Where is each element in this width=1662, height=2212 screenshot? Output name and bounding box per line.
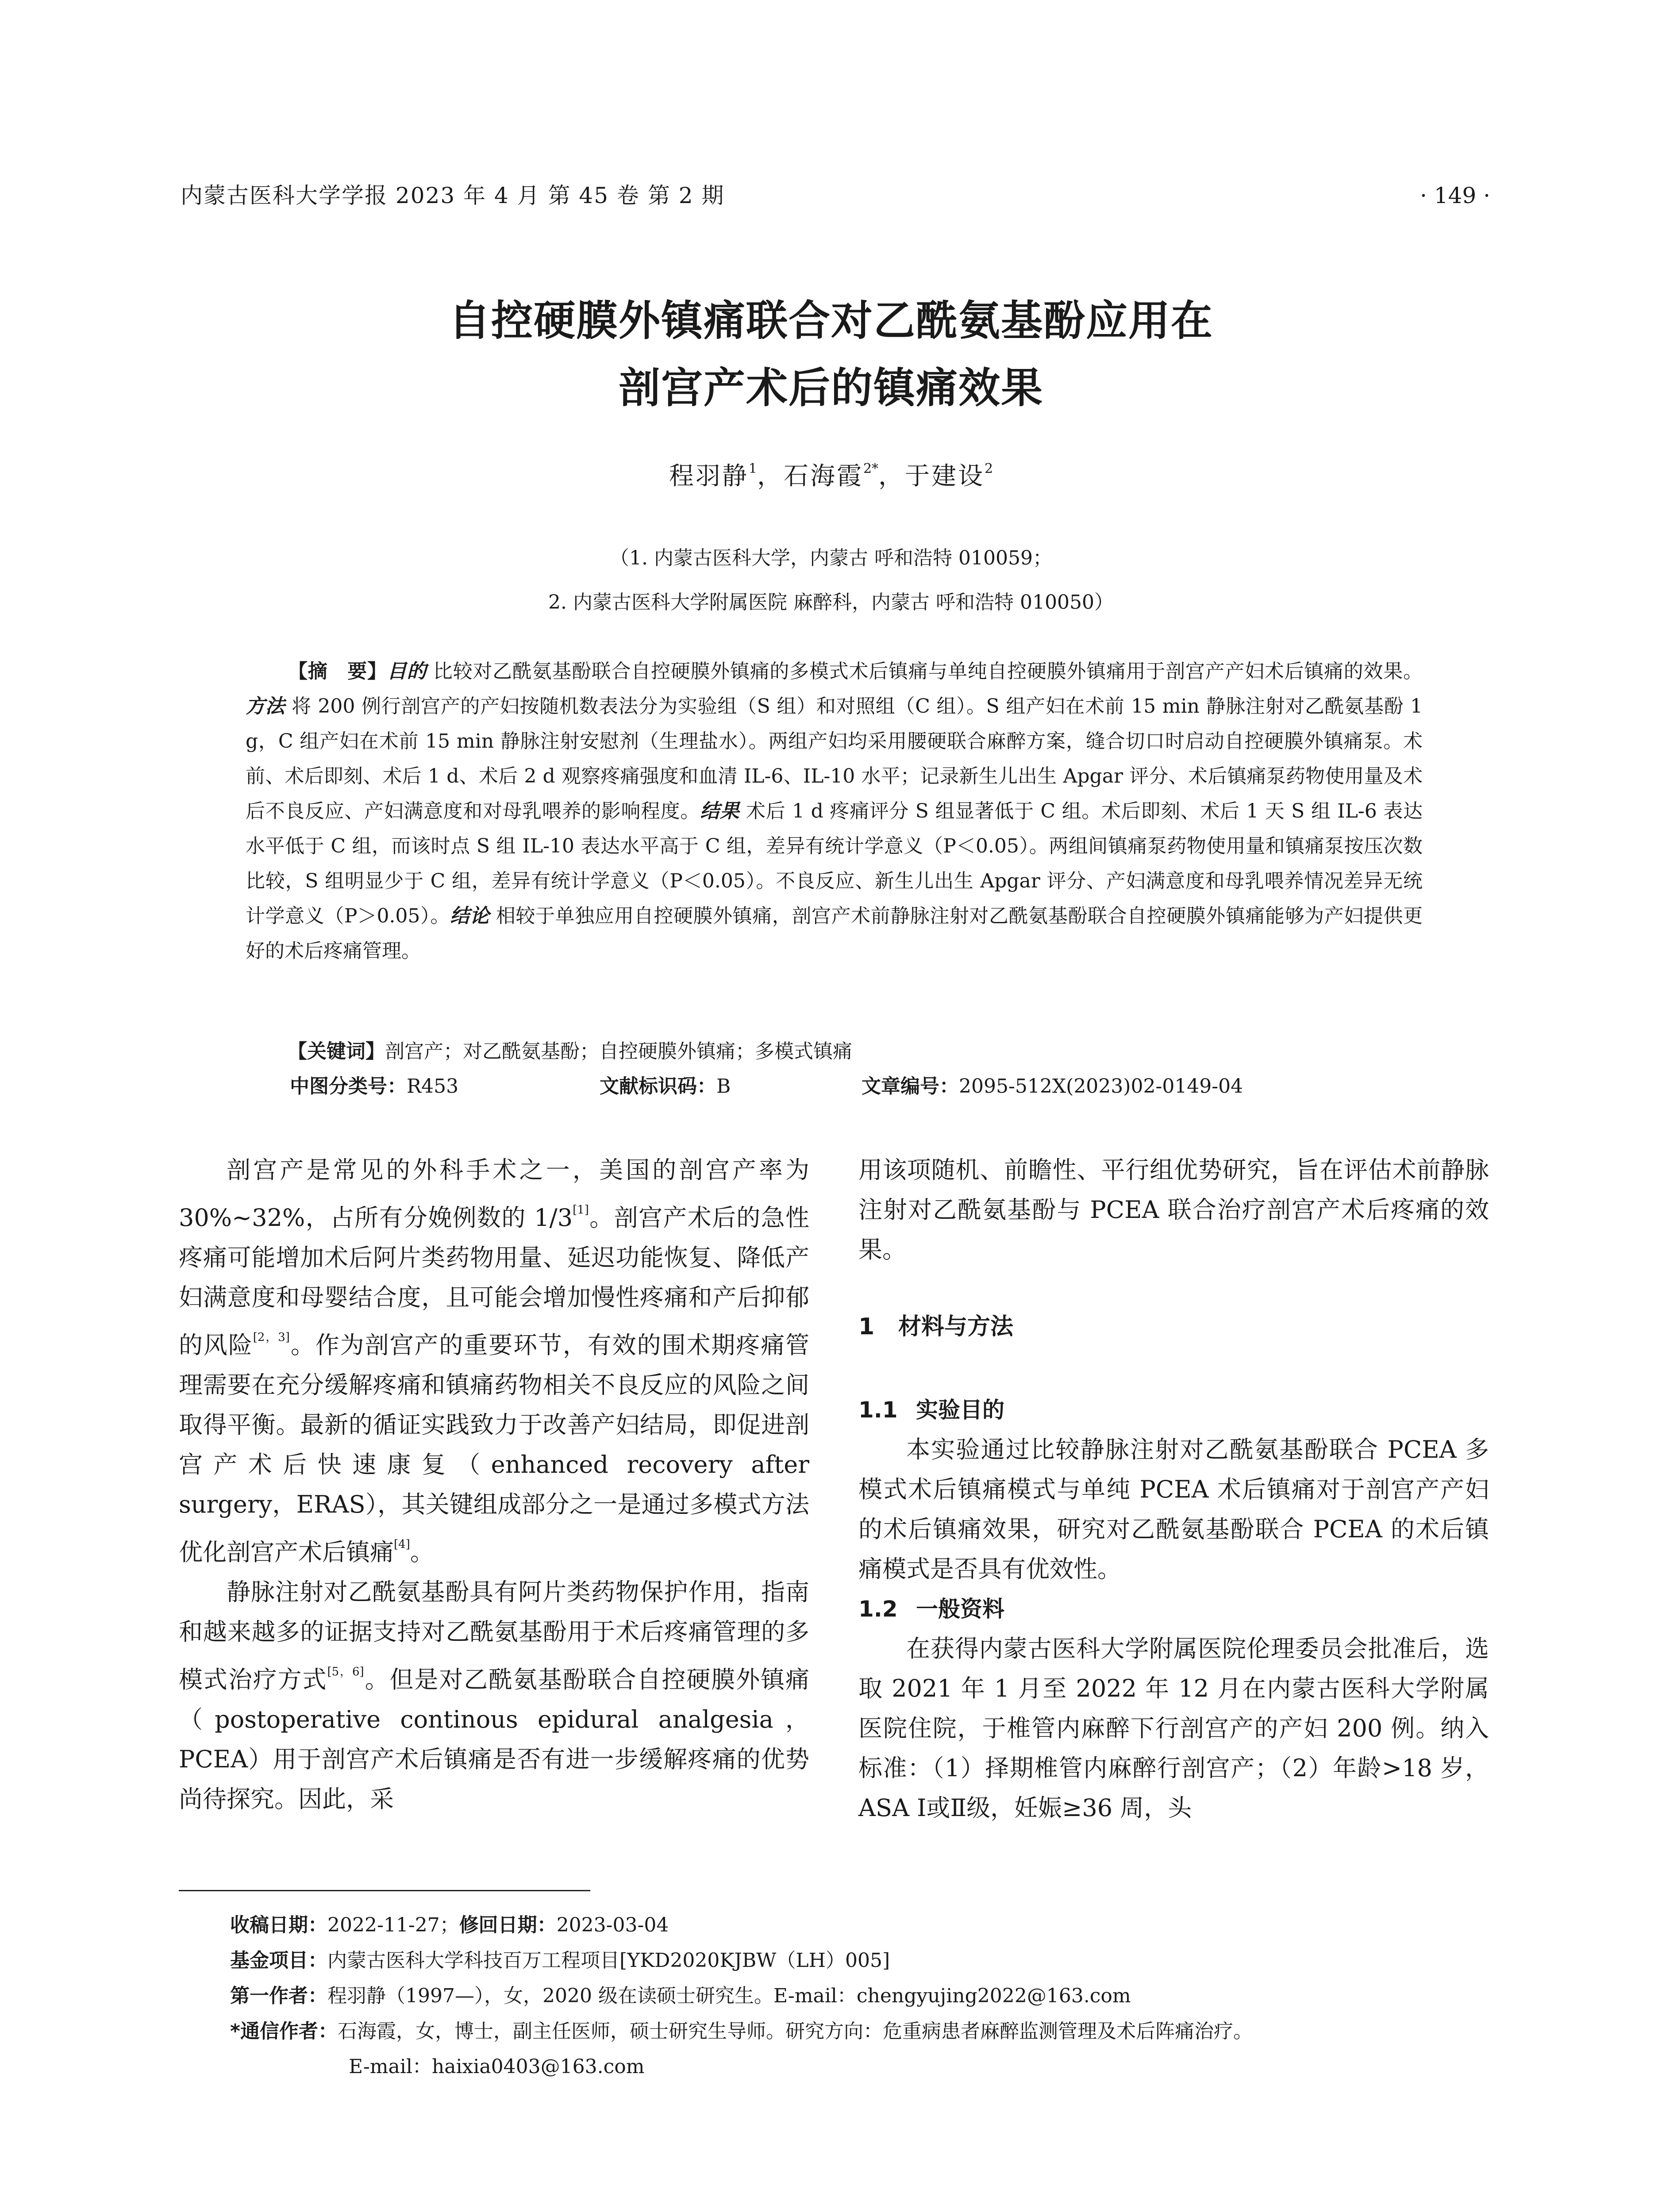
paragraph-text: 。但是对乙酰氨基酚联合自控硬膜外镇痛（postoperative continous epidural analgesia，PCEA）用于剖宫产术后镇痛是否有进一步缓解疼痛的优势尚待探究。因此，采	[179, 1666, 810, 1813]
author-name: 程羽静	[669, 462, 749, 491]
subsection-number: 1.2	[858, 1596, 898, 1622]
results-label: 结果	[700, 800, 740, 822]
conclusion-text: 相较于单独应用自控硬膜外镇痛，剖宫产术前静脉注射对乙酰氨基酚联合自控硬膜外镇痛能够为产妇提供更好的术后疼痛管理。	[246, 905, 1423, 962]
abstract-paragraph	[246, 654, 1423, 968]
body-paragraph	[179, 1150, 809, 1572]
author-separator: ，	[757, 462, 784, 491]
conclusion-label: 结论	[450, 905, 490, 927]
paragraph-text: 。剖宫产术后的急性疼痛可能增加术后阿片类药物用量、延迟功能恢复、降低产妇满意度和母婴结合度，且可能会增加慢性疼痛和产后抑郁的风险	[179, 1204, 809, 1359]
paragraph-text: 静脉注射对乙酰氨基酚具有阿片类药物保护作用，指南和越来越多的证据支持对乙酰氨基酚用于术后疼痛管理的多模式治疗方式	[179, 1578, 809, 1694]
revised-date: 2023-03-04	[556, 1914, 669, 1936]
body-column-right	[858, 1150, 1489, 1828]
author-affiliation-mark: 2*	[863, 461, 879, 476]
subsection-heading	[858, 1390, 1489, 1430]
subsection-title: 一般资料	[916, 1596, 1004, 1622]
corresponding-author-text: 石海霞，女，博士，副主任医师，硕士研究生导师。研究方向：危重病患者麻醉监测管理及术后阵痛治疗。	[338, 2020, 1253, 2043]
objective-text: 比较对乙酰氨基酚联合自控硬膜外镇痛的多模式术后镇痛与单纯自控硬膜外镇痛用于剖宫产产妇术后镇痛的效果。	[433, 660, 1423, 683]
journal-running-title: 内蒙古医科大学学报 2023 年 4 月 第 45 卷 第 2 期	[181, 183, 725, 208]
footnotes	[230, 1908, 1487, 2085]
author-name: 石海霞	[783, 462, 863, 491]
subsection-number: 1.1	[858, 1397, 898, 1423]
fund-label: 基金项目：	[230, 1949, 327, 1972]
author-affiliation-mark: 2	[985, 461, 993, 476]
clc-value: R453	[407, 1075, 459, 1098]
first-author-label: 第一作者：	[230, 1985, 327, 2007]
section-number: 1	[858, 1313, 875, 1340]
keywords-label: 【关键词】	[288, 1040, 385, 1063]
article-number-label: 文章编号：	[862, 1075, 959, 1098]
section-title: 材料与方法	[898, 1313, 1014, 1340]
footnote-divider	[179, 1890, 590, 1891]
author-name: 于建设	[905, 462, 985, 491]
abstract-label: 【摘 要】	[288, 660, 387, 683]
paragraph-text: 剖宫产是常见的外科手术之一，美国的剖宫产率为 30%~32%，占所有分娩例数的 1/3	[179, 1156, 809, 1232]
classification-line	[290, 1069, 1423, 1104]
body-paragraph: 用该项随机、前瞻性、平行组优势研究，旨在评估术前静脉注射对乙酰氨基酚与 PCEA 联合治疗剖宫产术后疼痛的效果。	[858, 1156, 1489, 1263]
corresponding-author-label: *通信作者：	[230, 2020, 338, 2043]
revised-label: 修回日期：	[459, 1914, 557, 1936]
document-code-value: B	[716, 1075, 731, 1098]
objective-label: 目的	[387, 660, 427, 683]
document-code-label: 文献标识码：	[600, 1075, 716, 1098]
corresponding-author-email[interactable]: E-mail：haixia0403@163.com	[349, 2055, 645, 2078]
affiliation-line: 2. 内蒙古医科大学附属医院 麻醉科，内蒙古 呼和浩特 010050）	[548, 591, 1114, 614]
citation[interactable]: [2，3]	[253, 1331, 290, 1344]
subsection-title: 实验目的	[916, 1397, 1004, 1423]
author-list	[177, 447, 1485, 499]
methods-text: 将 200 例行剖宫产的产妇按随机数表法分为实验组（S 组）和对照组（C 组）。S 组产妇在术前 15 min 静脉注射对乙酰氨基酚 1 g，C 组产妇在术前 15 min 静脉注射安慰剂（生理盐水）。两组产妇均采用腰硬联合麻醉方案，缝合切口时启动自控硬膜外镇痛泵。术前、术后即刻、术后 1 d、术后 2 d 观察疼痛强度和血清 IL-6、IL-10 水平；记录新生儿出生 Apgar 评分、术后镇痛泵药物使用量及术后不良反应、产妇满意度和对母乳喂养的影响程度。	[246, 695, 1423, 822]
methods-label: 方法	[246, 695, 285, 718]
received-label: 收稿日期：	[230, 1914, 327, 1936]
body-paragraph: 在获得内蒙古医科大学附属医院伦理委员会批准后，选取 2021 年 1 月至 2022 年 12 月在内蒙古医科大学附属医院住院，于椎管内麻醉下行剖宫产的产妇 200 例。纳入标准：（1）择期椎管内麻醉行剖宫产；（2）年龄>18 岁，ASA Ⅰ或Ⅱ级，妊娠≥36 周，头	[858, 1635, 1489, 1822]
footnote-fund	[230, 1943, 1487, 1978]
author-separator: ，	[878, 462, 905, 491]
clc-label: 中图分类号：	[290, 1075, 407, 1098]
body-paragraph	[179, 1572, 809, 1819]
article-number	[862, 1069, 1243, 1104]
citation[interactable]: [4]	[394, 1538, 410, 1551]
document-code	[600, 1069, 731, 1104]
affiliation-line: （1. 内蒙古医科大学，内蒙古 呼和浩特 010059；	[610, 547, 1052, 569]
abstract	[246, 654, 1423, 968]
citation[interactable]: [1]	[573, 1203, 589, 1217]
article-number-value: 2095-512X(2023)02-0149-04	[959, 1075, 1243, 1098]
section-heading	[858, 1307, 1489, 1347]
footnote-dates	[230, 1908, 1487, 1943]
citation[interactable]: [5，6]	[327, 1665, 364, 1678]
received-date: 2022-11-27；	[327, 1914, 459, 1936]
paragraph-text: 。作为剖宫产的重要环节，有效的围术期疼痛管理需要在充分缓解疼痛和镇痛药物相关不良反应的风险之间取得平衡。最新的循证实践致力于改善产妇结局，即促进剖宫产术后快速康复（enhanced recovery after surgery，ERAS），其关键组成部分之一是通过多模式方法优化剖宫产术后镇痛	[179, 1331, 810, 1566]
footnote-first-author	[230, 1978, 1487, 2014]
first-author-text: 程羽静（1997—），女，2020 级在读硕士研究生。E-mail：chengyujing2022@163.com	[327, 1985, 1131, 2007]
article-title	[177, 288, 1485, 422]
keywords-text: 剖宫产；对乙酰氨基酚；自控硬膜外镇痛；多模式镇痛	[385, 1040, 852, 1063]
clc-number	[290, 1069, 458, 1104]
author-affiliation-mark: 1	[748, 461, 757, 476]
title-line-1: 自控硬膜外镇痛联合对乙酰氨基酚应用在	[448, 297, 1213, 345]
results-text: 术后 1 d 疼痛评分 S 组显著低于 C 组。术后即刻、术后 1 天 S 组 IL-6 表达水平低于 C 组，而该时点 S 组 IL-10 表达水平高于 C 组，差异有统计学意义（P＜0.05）。两组间镇痛泵药物使用量和镇痛泵按压次数比较，S 组明显少于 C 组，差异有统计学意义（P＜0.05）。不良反应、新生儿出生 Apgar 评分、产妇满意度和母乳喂养情况差异无统计学意义（P＞0.05）。	[246, 800, 1423, 927]
running-header	[181, 178, 1490, 213]
body-column-left	[179, 1150, 809, 1819]
title-line-2: 剖宫产术后的镇痛效果	[618, 364, 1043, 412]
fund-text: 内蒙古医科大学科技百万工程项目[YKD2020KJBW（LH）005]	[327, 1949, 890, 1972]
keywords	[288, 1034, 1420, 1069]
subsection-heading	[858, 1589, 1489, 1629]
footnote-corresponding-author	[230, 2014, 1487, 2049]
page-number: · 149 ·	[1420, 183, 1490, 208]
paragraph-text: 。	[410, 1538, 434, 1566]
affiliations	[177, 536, 1485, 625]
body-paragraph: 本实验通过比较静脉注射对乙酰氨基酚联合 PCEA 多模式术后镇痛模式与单纯 PCEA 术后镇痛对于剖宫产产妇的术后镇痛效果，研究对乙酰氨基酚联合 PCEA 的术后镇痛模式是否具有优效性。	[858, 1436, 1489, 1583]
